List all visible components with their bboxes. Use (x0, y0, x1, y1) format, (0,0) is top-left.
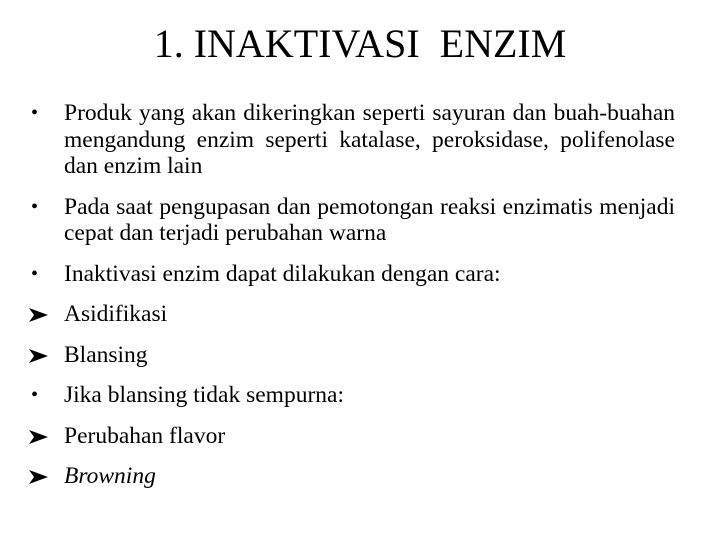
list-item-text: Produk yang akan dikeringkan seperti sayuran dan buah-buahan mengandung enzim seperti katalase, peroksidase, polifenolase dan enzim lain (64, 100, 675, 179)
list-item (30, 342, 675, 369)
bullet-marker: • (31, 262, 39, 285)
list-item (30, 463, 675, 490)
arrow-bullet-icon (28, 342, 58, 365)
list-item (30, 194, 675, 247)
list-item-text: Jika blansing tidak sempurna: (64, 382, 344, 408)
list-item (30, 301, 675, 328)
bullet-marker: • (31, 102, 39, 124)
list-item-text: Blansing (64, 341, 148, 368)
list-item (30, 423, 675, 450)
list-item (30, 261, 675, 288)
list-item (30, 382, 675, 409)
slide-content (30, 100, 675, 504)
bullet-marker: • (31, 195, 39, 218)
list-item-text: Asidifikasi (64, 301, 168, 327)
arrow-bullet-icon (28, 463, 58, 486)
list-item (30, 100, 675, 180)
slide-title: 1. INAKTIVASI ENZIM (153, 21, 567, 66)
list-item-text: Inaktivasi enzim dapat dilakukan dengan cara: (64, 260, 501, 287)
arrow-bullet-icon (28, 301, 58, 324)
list-item-text: Browning (64, 463, 156, 489)
bullet-marker: • (31, 384, 39, 406)
arrow-bullet-icon (28, 423, 58, 446)
list-item-text: Pada saat pengupasan dan pemotongan reaksi enzimatis menjadi cepat dan terjadi perubahan warna (64, 193, 675, 246)
list-item-text: Perubahan flavor (64, 422, 226, 449)
